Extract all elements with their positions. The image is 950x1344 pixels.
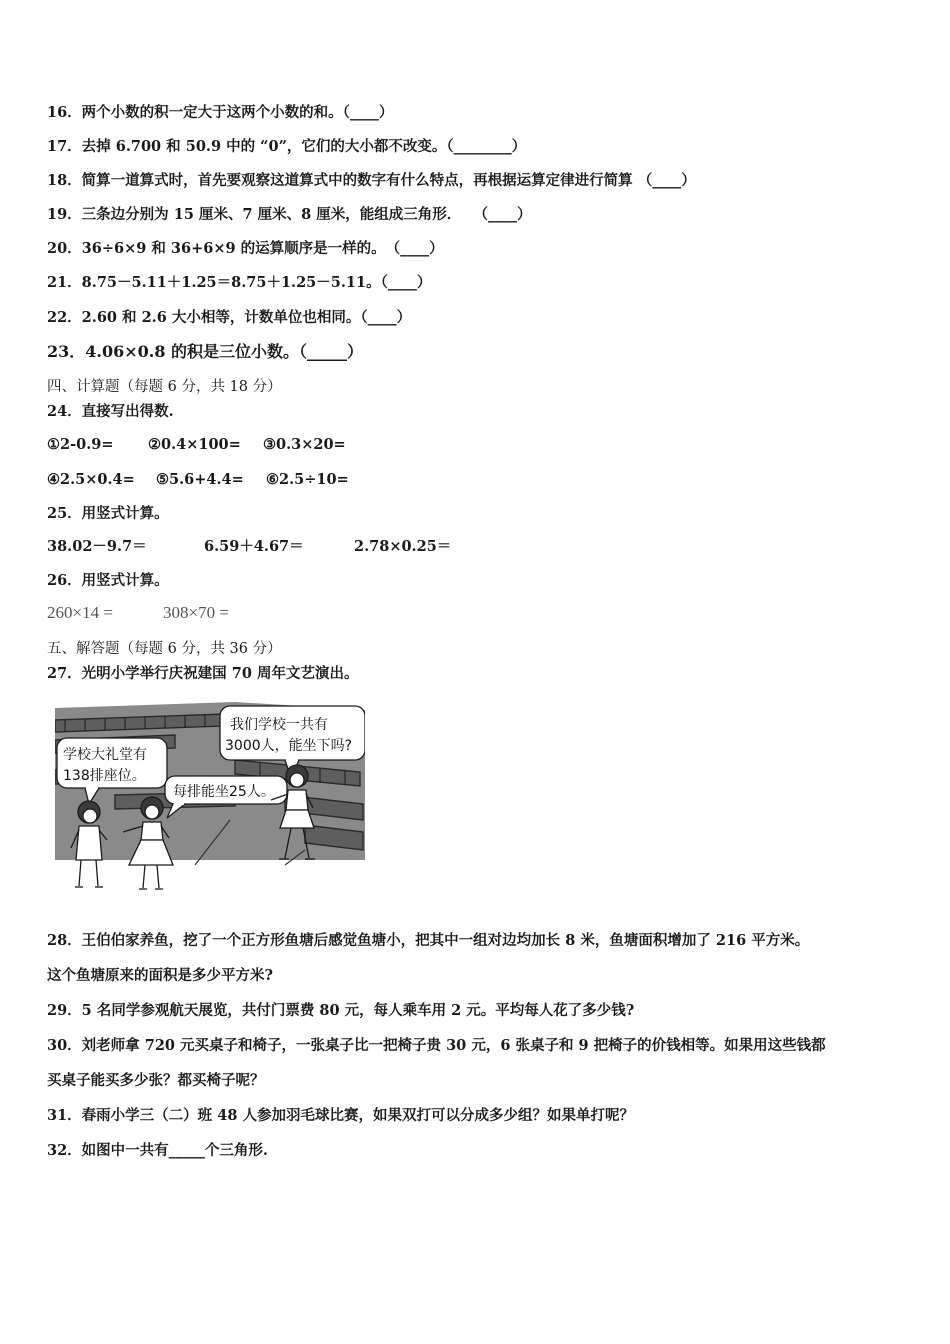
- question-19: 19．三条边分别为 15 厘米、7 厘米、8 厘米，能组成三角形． （____）: [47, 206, 532, 223]
- question-16: 16．两个小数的积一定大于这两个小数的和。（____）: [47, 104, 394, 121]
- question-31: 31．春雨小学三（二）班 48 人参加羽毛球比赛，如果双打可以分成多少组？如果单打呢？: [47, 1107, 634, 1124]
- calc-item-3: ③0.3×20=: [263, 436, 346, 453]
- section-5-title: 五、解答题（每题 6 分，共 36 分）: [47, 641, 282, 657]
- calc-item-2: ②0.4×100=: [148, 436, 241, 453]
- question-32: 32．如图中一共有_____个三角形.: [47, 1142, 268, 1159]
- question-17: 17．去掉 6.700 和 50.9 中的 “0”，它们的大小都不改变。（________）: [47, 138, 527, 155]
- question-30-line-2: 买桌子能买多少张？都买椅子呢？: [47, 1072, 265, 1089]
- section-4-title: 四、计算题（每题 6 分，共 18 分）: [47, 379, 282, 395]
- question-25: 25．用竖式计算。: [47, 505, 169, 522]
- question-28-line-1: 28．王伯伯家养鱼，挖了一个正方形鱼塘后感觉鱼塘小，把其中一组对边均加长 8 米，鱼塘面积增加了 216 平方米。: [47, 932, 810, 949]
- question-26: 26．用竖式计算。: [47, 572, 169, 589]
- question-22: 22．2.60 和 2.6 大小相等，计数单位也相同。（____）: [47, 309, 412, 326]
- bubble-3-text: 每排能坐25人。: [173, 784, 275, 800]
- bubble-1-line-2: 3000人，能坐下吗?: [225, 738, 353, 754]
- calc-item-4: ④2.5×0.4=: [47, 471, 135, 488]
- auditorium-illustration: [55, 700, 365, 895]
- calc-item-1: ①2-0.9=: [47, 436, 114, 453]
- bubble-2-line-2: 138排座位。: [63, 768, 146, 784]
- calc-item-5: ⑤5.6+4.4=: [156, 471, 244, 488]
- multiply-expr-1: 260×14 =: [47, 603, 113, 622]
- question-24: 24．直接写出得数.: [47, 403, 174, 420]
- question-30-line-1: 30．刘老师拿 720 元买桌子和椅子，一张桌子比一把椅子贵 30 元，6 张桌子和 9 把椅子的价钱相等。如果用这些钱都: [47, 1037, 826, 1054]
- vertical-calc-1: 38.02－9.7＝: [47, 538, 147, 555]
- question-20: 20．36÷6×9 和 36+6×9 的运算顺序是一样的。 （____）: [47, 240, 444, 257]
- calc-item-6: ⑥2.5÷10=: [266, 471, 349, 488]
- vertical-calc-3: 2.78×0.25＝: [354, 538, 452, 555]
- question-29: 29．5 名同学参观航天展览，共付门票费 80 元，每人乘车用 2 元。平均每人花了多少钱?: [47, 1002, 635, 1019]
- bubble-1-line-1: 我们学校一共有: [230, 717, 328, 733]
- question-23: 23．4.06×0.8 的积是三位小数。（_____）: [47, 342, 364, 361]
- question-21: 21．8.75－5.11＋1.25＝8.75＋1.25－5.11。（____）: [47, 274, 432, 291]
- question-27: 27．光明小学举行庆祝建国 70 周年文艺演出。: [47, 665, 359, 682]
- question-28-line-2: 这个鱼塘原来的面积是多少平方米?: [47, 967, 273, 984]
- vertical-calc-2: 6.59＋4.67＝: [204, 538, 304, 555]
- bubble-2-line-1: 学校大礼堂有: [63, 747, 147, 763]
- multiply-expr-2: 308×70 =: [163, 603, 229, 622]
- question-18: 18．简算一道算式时，首先要观察这道算式中的数字有什么特点，再根据运算定律进行简算 （____）: [47, 172, 696, 189]
